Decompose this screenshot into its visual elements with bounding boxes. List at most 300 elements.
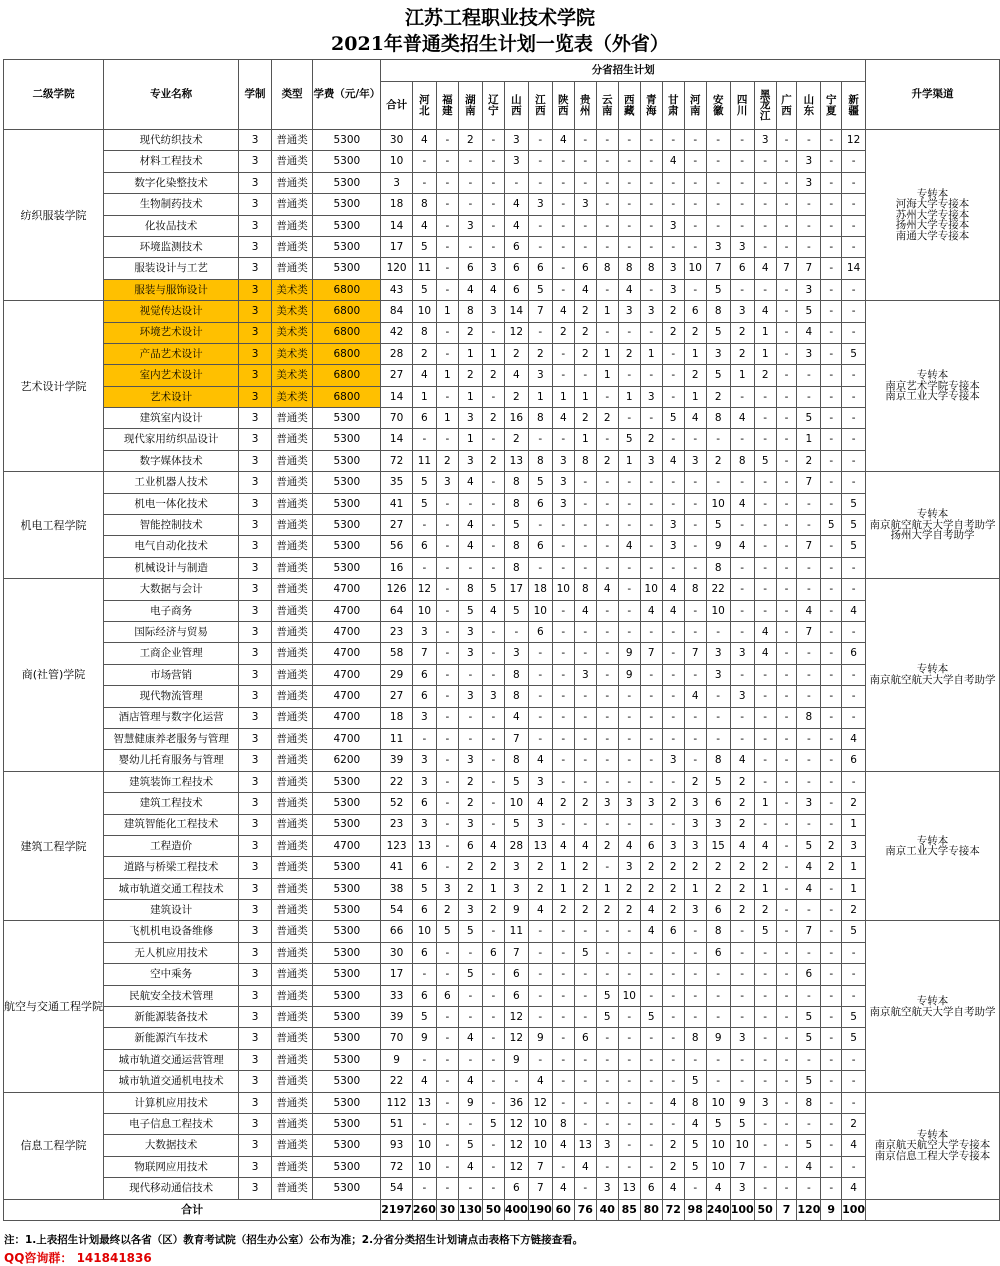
province-value: 2: [842, 900, 866, 921]
header-province: 西 藏: [618, 82, 640, 130]
fee-cell: 5300: [313, 194, 381, 215]
province-value: -: [436, 1113, 458, 1134]
province-value: 1: [458, 429, 482, 450]
table-row: [4, 600, 1000, 621]
province-total: 85: [618, 1199, 640, 1220]
province-value: -: [706, 151, 730, 172]
province-value: 8: [528, 450, 552, 471]
province-value: -: [640, 1028, 662, 1049]
province-value: 6: [412, 857, 436, 878]
type-cell: 普通类: [271, 1092, 313, 1113]
province-value: -: [482, 793, 504, 814]
province-value: 5: [821, 515, 842, 536]
province-value: -: [754, 985, 776, 1006]
province-value: -: [618, 1113, 640, 1134]
fee-cell: 4700: [313, 621, 381, 642]
province-value: 10: [412, 921, 436, 942]
major-name: 无人机应用技术: [104, 942, 239, 963]
province-value: -: [552, 172, 574, 193]
province-value: -: [821, 1092, 842, 1113]
province-value: 4: [458, 515, 482, 536]
province-value: -: [618, 686, 640, 707]
province-value: 5: [842, 1028, 866, 1049]
province-value: -: [618, 600, 640, 621]
province-value: 1: [797, 429, 821, 450]
total-cell: 23: [381, 621, 413, 642]
province-value: 4: [504, 707, 528, 728]
province-value: 10: [412, 600, 436, 621]
province-value: 2: [596, 835, 618, 856]
province-value: -: [574, 472, 596, 493]
province-value: -: [552, 771, 574, 792]
province-value: 5: [684, 1156, 706, 1177]
type-cell: 普通类: [271, 130, 313, 151]
province-value: -: [528, 921, 552, 942]
fee-cell: 5300: [313, 1092, 381, 1113]
fee-cell: 6800: [313, 343, 381, 364]
province-value: 8: [504, 557, 528, 578]
table-row: [4, 493, 1000, 514]
province-value: 13: [412, 835, 436, 856]
province-value: -: [776, 151, 797, 172]
province-value: 5: [797, 408, 821, 429]
province-value: 1: [596, 365, 618, 386]
province-value: -: [574, 921, 596, 942]
province-value: 8: [504, 664, 528, 685]
header-major: 专业名称: [104, 60, 239, 130]
table-row: [4, 472, 1000, 493]
province-value: -: [821, 151, 842, 172]
province-value: -: [842, 621, 866, 642]
province-value: 3: [504, 878, 528, 899]
province-value: 5: [730, 1113, 754, 1134]
province-value: -: [821, 215, 842, 236]
province-value: -: [618, 365, 640, 386]
table-row: [4, 557, 1000, 578]
table-row: [4, 814, 1000, 835]
province-value: 3: [458, 643, 482, 664]
province-value: -: [436, 536, 458, 557]
years-cell: 3: [239, 493, 271, 514]
province-value: 10: [412, 1135, 436, 1156]
province-value: 4: [730, 408, 754, 429]
province-value: -: [754, 750, 776, 771]
province-value: -: [730, 557, 754, 578]
type-cell: 普通类: [271, 600, 313, 621]
fee-cell: 5300: [313, 1135, 381, 1156]
province-value: -: [821, 301, 842, 322]
province-value: -: [776, 536, 797, 557]
province-value: -: [730, 515, 754, 536]
province-value: 3: [730, 1178, 754, 1199]
major-name: 工商企业管理: [104, 643, 239, 664]
table-row: [4, 1007, 1000, 1028]
type-cell: 普通类: [271, 814, 313, 835]
province-value: -: [662, 1028, 684, 1049]
years-cell: 3: [239, 1092, 271, 1113]
province-value: -: [730, 279, 754, 300]
province-value: -: [436, 664, 458, 685]
fee-cell: 5300: [313, 1007, 381, 1028]
province-value: -: [821, 258, 842, 279]
province-value: 1: [412, 386, 436, 407]
province-value: 2: [754, 900, 776, 921]
major-name: 环境监测技术: [104, 236, 239, 257]
province-value: 13: [412, 1092, 436, 1113]
province-value: -: [821, 493, 842, 514]
province-value: 7: [528, 1156, 552, 1177]
province-value: -: [596, 279, 618, 300]
province-value: -: [684, 664, 706, 685]
province-value: -: [776, 878, 797, 899]
province-value: 1: [640, 343, 662, 364]
province-value: -: [618, 557, 640, 578]
years-cell: 3: [239, 1113, 271, 1134]
table-row: [4, 130, 1000, 151]
province-value: -: [706, 621, 730, 642]
province-value: 2: [730, 900, 754, 921]
major-name: 空中乘务: [104, 964, 239, 985]
province-value: 4: [640, 600, 662, 621]
province-value: -: [458, 172, 482, 193]
province-value: 5: [596, 1007, 618, 1028]
province-total: 7: [776, 1199, 797, 1220]
school-title: 江苏工程职业技术学院: [404, 7, 595, 29]
province-value: -: [596, 429, 618, 450]
province-value: 5: [412, 878, 436, 899]
total-cell: 112: [381, 1092, 413, 1113]
type-cell: 普通类: [271, 750, 313, 771]
total-cell: 93: [381, 1135, 413, 1156]
province-value: -: [618, 322, 640, 343]
table-row: [4, 1156, 1000, 1177]
province-value: -: [776, 322, 797, 343]
years-cell: 3: [239, 408, 271, 429]
college-name: 航空与交通工程学院: [4, 921, 104, 1092]
province-value: 3: [730, 686, 754, 707]
province-value: -: [754, 1113, 776, 1134]
fee-cell: 5300: [313, 964, 381, 985]
province-value: -: [482, 664, 504, 685]
province-value: 8: [504, 686, 528, 707]
table-row: [4, 750, 1000, 771]
province-value: -: [574, 964, 596, 985]
province-value: 15: [706, 835, 730, 856]
province-value: -: [776, 942, 797, 963]
province-value: -: [662, 814, 684, 835]
province-value: -: [754, 429, 776, 450]
province-value: -: [776, 130, 797, 151]
province-value: 2: [662, 322, 684, 343]
years-cell: 3: [239, 130, 271, 151]
header-province: 甘 肃: [662, 82, 684, 130]
header-fee: 学费（元/年）: [313, 60, 381, 130]
province-value: -: [596, 236, 618, 257]
province-value: 6: [528, 258, 552, 279]
header-province: 宁 夏: [821, 82, 842, 130]
province-value: 3: [640, 450, 662, 471]
province-value: -: [552, 942, 574, 963]
province-value: -: [842, 472, 866, 493]
province-value: -: [842, 707, 866, 728]
years-cell: 3: [239, 921, 271, 942]
province-value: 7: [797, 536, 821, 557]
province-value: -: [574, 215, 596, 236]
table-row: [4, 1178, 1000, 1199]
province-value: -: [436, 236, 458, 257]
province-value: 8: [412, 322, 436, 343]
province-value: -: [730, 1049, 754, 1070]
province-value: 3: [552, 450, 574, 471]
province-value: -: [596, 600, 618, 621]
fee-cell: 4700: [313, 686, 381, 707]
province-value: -: [821, 172, 842, 193]
province-value: -: [797, 814, 821, 835]
province-value: -: [754, 1028, 776, 1049]
province-value: -: [618, 493, 640, 514]
years-cell: 3: [239, 1049, 271, 1070]
title-block: [0, 0, 1000, 58]
province-value: -: [730, 921, 754, 942]
province-value: -: [776, 1028, 797, 1049]
years-cell: 3: [239, 472, 271, 493]
fee-cell: 5300: [313, 536, 381, 557]
years-cell: 3: [239, 1071, 271, 1092]
province-total: 190: [528, 1199, 552, 1220]
province-value: 1: [596, 878, 618, 899]
province-value: 3: [458, 408, 482, 429]
province-value: 2: [436, 450, 458, 471]
province-value: 6: [436, 985, 458, 1006]
table-row: [4, 900, 1000, 921]
province-value: -: [528, 236, 552, 257]
header-province: 福 建: [436, 82, 458, 130]
totals-label: 合计: [4, 1199, 381, 1220]
province-value: -: [797, 643, 821, 664]
years-cell: 3: [239, 557, 271, 578]
years-cell: 3: [239, 600, 271, 621]
province-value: -: [842, 236, 866, 257]
fee-cell: 5300: [313, 1178, 381, 1199]
major-name: 建筑设计: [104, 900, 239, 921]
province-value: 6: [504, 985, 528, 1006]
fee-cell: 5300: [313, 450, 381, 471]
type-cell: 普通类: [271, 258, 313, 279]
province-value: 5: [797, 1071, 821, 1092]
major-name: 建筑室内设计: [104, 408, 239, 429]
province-value: 5: [706, 1113, 730, 1134]
province-value: -: [640, 1156, 662, 1177]
province-value: -: [482, 515, 504, 536]
header-pathway: 升学渠道: [866, 60, 1000, 130]
province-value: -: [552, 515, 574, 536]
province-value: 1: [730, 365, 754, 386]
province-value: 3: [754, 130, 776, 151]
province-value: 2: [528, 343, 552, 364]
years-cell: 3: [239, 664, 271, 685]
province-value: 1: [552, 857, 574, 878]
province-value: 2: [706, 386, 730, 407]
province-value: 2: [458, 878, 482, 899]
province-value: -: [730, 1071, 754, 1092]
province-value: -: [482, 621, 504, 642]
province-value: 3: [662, 835, 684, 856]
province-value: -: [776, 985, 797, 1006]
province-value: 2: [504, 429, 528, 450]
province-value: -: [618, 1007, 640, 1028]
province-value: 4: [754, 643, 776, 664]
province-value: -: [436, 686, 458, 707]
province-value: 5: [842, 921, 866, 942]
province-value: -: [797, 750, 821, 771]
province-value: 4: [684, 686, 706, 707]
province-value: -: [706, 1071, 730, 1092]
province-value: 4: [552, 1135, 574, 1156]
province-value: -: [730, 386, 754, 407]
type-cell: 普通类: [271, 579, 313, 600]
province-value: -: [706, 1049, 730, 1070]
totals-row: [4, 1199, 1000, 1220]
header-province: 河 南: [684, 82, 706, 130]
province-value: 5: [504, 771, 528, 792]
total-cell: 30: [381, 942, 413, 963]
province-value: -: [662, 365, 684, 386]
province-value: -: [574, 771, 596, 792]
table-row: [4, 450, 1000, 471]
province-value: 4: [458, 1156, 482, 1177]
province-value: -: [552, 814, 574, 835]
province-value: -: [618, 1135, 640, 1156]
province-value: -: [640, 771, 662, 792]
province-value: 8: [504, 750, 528, 771]
province-value: -: [528, 964, 552, 985]
table-row: [4, 1049, 1000, 1070]
province-value: -: [482, 1007, 504, 1028]
province-value: -: [574, 1049, 596, 1070]
province-value: -: [776, 621, 797, 642]
province-total: 130: [458, 1199, 482, 1220]
province-value: 4: [412, 1071, 436, 1092]
province-total: 40: [596, 1199, 618, 1220]
years-cell: 3: [239, 322, 271, 343]
province-value: 5: [458, 921, 482, 942]
years-cell: 3: [239, 151, 271, 172]
province-value: -: [458, 1049, 482, 1070]
province-value: -: [640, 130, 662, 151]
province-value: 8: [706, 408, 730, 429]
total-cell: 16: [381, 557, 413, 578]
years-cell: 3: [239, 1028, 271, 1049]
province-value: -: [797, 386, 821, 407]
province-value: 5: [706, 771, 730, 792]
province-value: -: [776, 557, 797, 578]
province-value: 1: [436, 365, 458, 386]
province-value: 10: [706, 600, 730, 621]
province-value: -: [662, 472, 684, 493]
type-cell: 普通类: [271, 215, 313, 236]
table-row: [4, 878, 1000, 899]
province-value: -: [596, 942, 618, 963]
province-value: -: [821, 771, 842, 792]
fee-cell: 5300: [313, 172, 381, 193]
years-cell: 3: [239, 429, 271, 450]
table-row: [4, 1113, 1000, 1134]
major-name: 电子信息工程技术: [104, 1113, 239, 1134]
province-value: 3: [618, 301, 640, 322]
table-row: [4, 343, 1000, 364]
header-province: 贵 州: [574, 82, 596, 130]
province-value: -: [821, 130, 842, 151]
total-cell: 54: [381, 1178, 413, 1199]
province-value: 5: [842, 493, 866, 514]
province-value: -: [552, 707, 574, 728]
province-total: 80: [640, 1199, 662, 1220]
fee-cell: 4700: [313, 728, 381, 749]
province-value: 1: [596, 301, 618, 322]
province-value: 3: [458, 621, 482, 642]
province-value: 4: [596, 579, 618, 600]
major-name: 艺术设计: [104, 386, 239, 407]
province-value: -: [574, 750, 596, 771]
major-name: 数字媒体技术: [104, 450, 239, 471]
enrollment-plan-table: [3, 59, 1000, 1221]
province-value: -: [618, 921, 640, 942]
province-value: 6: [458, 258, 482, 279]
province-value: 5: [412, 279, 436, 300]
province-value: -: [821, 536, 842, 557]
province-total: 60: [552, 1199, 574, 1220]
province-value: -: [842, 301, 866, 322]
province-value: 4: [662, 450, 684, 471]
province-value: 12: [412, 579, 436, 600]
province-value: 12: [504, 1156, 528, 1177]
type-cell: 普通类: [271, 408, 313, 429]
province-value: 4: [754, 258, 776, 279]
province-value: -: [842, 557, 866, 578]
province-value: -: [618, 1049, 640, 1070]
province-value: -: [842, 172, 866, 193]
major-name: 现代移动通信技术: [104, 1178, 239, 1199]
province-value: -: [754, 1156, 776, 1177]
province-value: -: [618, 236, 640, 257]
years-cell: 3: [239, 258, 271, 279]
province-value: 10: [640, 579, 662, 600]
total-cell: 58: [381, 643, 413, 664]
province-value: 3: [684, 793, 706, 814]
fee-cell: 4700: [313, 600, 381, 621]
province-value: -: [552, 1007, 574, 1028]
province-value: 2: [618, 900, 640, 921]
province-value: -: [754, 707, 776, 728]
province-value: 3: [574, 664, 596, 685]
province-value: 7: [684, 643, 706, 664]
table-row: [4, 1028, 1000, 1049]
province-value: -: [684, 1049, 706, 1070]
province-value: -: [574, 1071, 596, 1092]
province-value: 2: [730, 793, 754, 814]
province-value: 2: [684, 771, 706, 792]
province-value: 3: [436, 472, 458, 493]
province-value: -: [412, 1113, 436, 1134]
header-province: 陕 西: [552, 82, 574, 130]
major-name: 城市轨道交通运营管理: [104, 1049, 239, 1070]
province-value: -: [730, 1007, 754, 1028]
province-value: -: [436, 1178, 458, 1199]
province-value: 5: [618, 429, 640, 450]
province-value: 1: [618, 386, 640, 407]
province-value: -: [797, 365, 821, 386]
province-value: -: [552, 236, 574, 257]
